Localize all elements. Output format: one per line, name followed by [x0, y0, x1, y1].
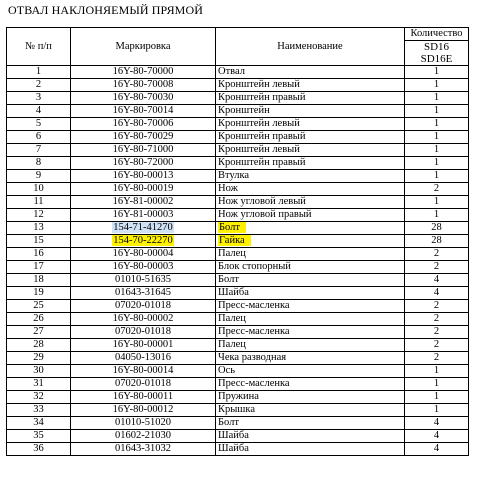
table-row — [7, 326, 469, 339]
row-quantity: 1 — [405, 378, 469, 391]
row-marking — [71, 222, 216, 235]
row-quantity: 4 — [405, 443, 469, 456]
row-marking: 16Y-80-00004 — [71, 248, 216, 261]
row-quantity: 1 — [405, 391, 469, 404]
row-name: Чека разводная — [216, 352, 405, 365]
row-marking: 01010-51635 — [71, 274, 216, 287]
row-number: 36 — [7, 443, 71, 456]
row-number: 2 — [7, 79, 71, 92]
row-number: 16 — [7, 248, 71, 261]
row-marking: 16Y-80-00001 — [71, 339, 216, 352]
row-quantity: 1 — [405, 92, 469, 105]
row-number: 12 — [7, 209, 71, 222]
parts-table — [6, 27, 469, 456]
row-number: 5 — [7, 118, 71, 131]
header-number: № п/п — [7, 28, 71, 66]
row-marking: 16Y-81-00002 — [71, 196, 216, 209]
row-number: 25 — [7, 300, 71, 313]
row-marking-text: 154-71-41270 — [113, 222, 173, 233]
header-name: Наименование — [216, 28, 405, 66]
row-number: 13 — [7, 222, 71, 235]
row-marking: 16Y-80-00002 — [71, 313, 216, 326]
row-quantity: 4 — [405, 430, 469, 443]
row-quantity: 1 — [405, 365, 469, 378]
row-number: 18 — [7, 274, 71, 287]
row-name: Кронштейн правый — [216, 157, 405, 170]
table-row — [7, 66, 469, 79]
table-row — [7, 300, 469, 313]
row-quantity: 2 — [405, 300, 469, 313]
row-marking: 16Y-80-00013 — [71, 170, 216, 183]
row-marking: 01602-21030 — [71, 430, 216, 443]
table-row — [7, 248, 469, 261]
row-name: Крышка — [216, 404, 405, 417]
row-number: 10 — [7, 183, 71, 196]
row-marking: 01643-31645 — [71, 287, 216, 300]
row-name: Палец — [216, 248, 405, 261]
table-row — [7, 118, 469, 131]
table-row — [7, 404, 469, 417]
row-number: 28 — [7, 339, 71, 352]
row-number: 33 — [7, 404, 71, 417]
table-row — [7, 417, 469, 430]
table-row — [7, 235, 469, 248]
row-quantity: 1 — [405, 196, 469, 209]
table-row — [7, 430, 469, 443]
row-number: 6 — [7, 131, 71, 144]
row-name — [216, 235, 405, 248]
row-name: Пресс-масленка — [216, 378, 405, 391]
row-number: 29 — [7, 352, 71, 365]
row-quantity: 4 — [405, 274, 469, 287]
row-marking: 16Y-80-00012 — [71, 404, 216, 417]
row-marking: 07020-01018 — [71, 378, 216, 391]
header-model — [405, 41, 469, 66]
row-quantity: 1 — [405, 118, 469, 131]
table-row — [7, 105, 469, 118]
row-marking: 07020-01018 — [71, 300, 216, 313]
row-marking: 01010-51020 — [71, 417, 216, 430]
row-name: Шайба — [216, 430, 405, 443]
row-quantity: 1 — [405, 157, 469, 170]
row-name: Шайба — [216, 443, 405, 456]
row-marking: 16Y-80-70029 — [71, 131, 216, 144]
row-quantity: 1 — [405, 209, 469, 222]
row-marking-text: 154-70-22270 — [113, 235, 173, 246]
row-name: Ось — [216, 365, 405, 378]
table-row — [7, 183, 469, 196]
table-row — [7, 339, 469, 352]
row-quantity: 2 — [405, 339, 469, 352]
row-number: 17 — [7, 261, 71, 274]
row-marking: 16Y-81-00003 — [71, 209, 216, 222]
row-quantity: 2 — [405, 326, 469, 339]
table-row — [7, 222, 469, 235]
row-number: 35 — [7, 430, 71, 443]
table-row — [7, 157, 469, 170]
row-number: 9 — [7, 170, 71, 183]
row-marking: 16Y-80-70006 — [71, 118, 216, 131]
row-name: Отвал — [216, 66, 405, 79]
row-quantity: 2 — [405, 183, 469, 196]
row-name: Пресс-масленка — [216, 300, 405, 313]
table-row — [7, 274, 469, 287]
table-row — [7, 352, 469, 365]
row-number: 15 — [7, 235, 71, 248]
row-number: 3 — [7, 92, 71, 105]
row-marking: 16Y-80-72000 — [71, 157, 216, 170]
row-name: Болт — [216, 274, 405, 287]
row-name-text: Гайка — [218, 235, 251, 246]
row-marking: 16Y-80-00019 — [71, 183, 216, 196]
table-row — [7, 391, 469, 404]
row-name — [216, 222, 405, 235]
row-name: Втулка — [216, 170, 405, 183]
row-marking: 07020-01018 — [71, 326, 216, 339]
table-row — [7, 209, 469, 222]
row-marking: 16Y-80-71000 — [71, 144, 216, 157]
table-row — [7, 144, 469, 157]
table-row — [7, 365, 469, 378]
row-number: 11 — [7, 196, 71, 209]
row-name: Кронштейн левый — [216, 79, 405, 92]
row-quantity: 2 — [405, 352, 469, 365]
row-number: 31 — [7, 378, 71, 391]
row-quantity: 2 — [405, 313, 469, 326]
row-quantity: 2 — [405, 248, 469, 261]
row-number: 34 — [7, 417, 71, 430]
document-title: ОТВАЛ НАКЛОНЯЕМЫЙ ПРЯМОЙ — [8, 3, 203, 17]
row-quantity: 1 — [405, 131, 469, 144]
row-name: Блок стопорный — [216, 261, 405, 274]
header-model-text: SD16 SD16E — [420, 41, 453, 65]
row-name: Шайба — [216, 287, 405, 300]
row-number: 27 — [7, 326, 71, 339]
row-name: Палец — [216, 313, 405, 326]
table-row — [7, 79, 469, 92]
row-quantity: 1 — [405, 144, 469, 157]
row-name: Кронштейн — [216, 105, 405, 118]
row-quantity: 1 — [405, 105, 469, 118]
row-name: Палец — [216, 339, 405, 352]
row-name-text: Болт — [218, 222, 246, 233]
row-number: 7 — [7, 144, 71, 157]
row-quantity: 4 — [405, 287, 469, 300]
row-quantity: 4 — [405, 417, 469, 430]
row-marking: 16Y-80-00003 — [71, 261, 216, 274]
table-row — [7, 378, 469, 391]
header-quantity: Количество — [405, 28, 469, 41]
table-row — [7, 287, 469, 300]
row-name: Болт — [216, 417, 405, 430]
row-marking: 16Y-80-70014 — [71, 105, 216, 118]
row-number: 4 — [7, 105, 71, 118]
table-row — [7, 196, 469, 209]
table-row — [7, 131, 469, 144]
row-name: Кронштейн правый — [216, 131, 405, 144]
row-marking: 01643-31032 — [71, 443, 216, 456]
row-number: 8 — [7, 157, 71, 170]
row-name: Кронштейн левый — [216, 118, 405, 131]
row-name: Нож угловой левый — [216, 196, 405, 209]
row-number: 32 — [7, 391, 71, 404]
row-marking: 16Y-80-00011 — [71, 391, 216, 404]
row-marking — [71, 235, 216, 248]
row-number: 26 — [7, 313, 71, 326]
table-row — [7, 92, 469, 105]
row-marking: 16Y-80-70030 — [71, 92, 216, 105]
row-marking: 16Y-80-00014 — [71, 365, 216, 378]
row-quantity: 28 — [405, 235, 469, 248]
table-row — [7, 261, 469, 274]
parts-table-body — [7, 66, 469, 456]
row-marking: 16Y-80-70000 — [71, 66, 216, 79]
row-number: 1 — [7, 66, 71, 79]
row-number: 19 — [7, 287, 71, 300]
row-number: 30 — [7, 365, 71, 378]
header-marking: Маркировка — [71, 28, 216, 66]
table-row — [7, 170, 469, 183]
row-name: Пружина — [216, 391, 405, 404]
row-name: Кронштейн левый — [216, 144, 405, 157]
row-name: Кронштейн правый — [216, 92, 405, 105]
row-quantity: 1 — [405, 170, 469, 183]
row-quantity: 1 — [405, 66, 469, 79]
row-name: Пресс-масленка — [216, 326, 405, 339]
row-marking: 16Y-80-70008 — [71, 79, 216, 92]
row-quantity: 28 — [405, 222, 469, 235]
row-name: Нож — [216, 183, 405, 196]
row-quantity: 1 — [405, 404, 469, 417]
row-name: Нож угловой правый — [216, 209, 405, 222]
row-quantity: 1 — [405, 79, 469, 92]
table-row — [7, 313, 469, 326]
row-quantity: 2 — [405, 261, 469, 274]
row-marking: 04050-13016 — [71, 352, 216, 365]
table-row — [7, 443, 469, 456]
